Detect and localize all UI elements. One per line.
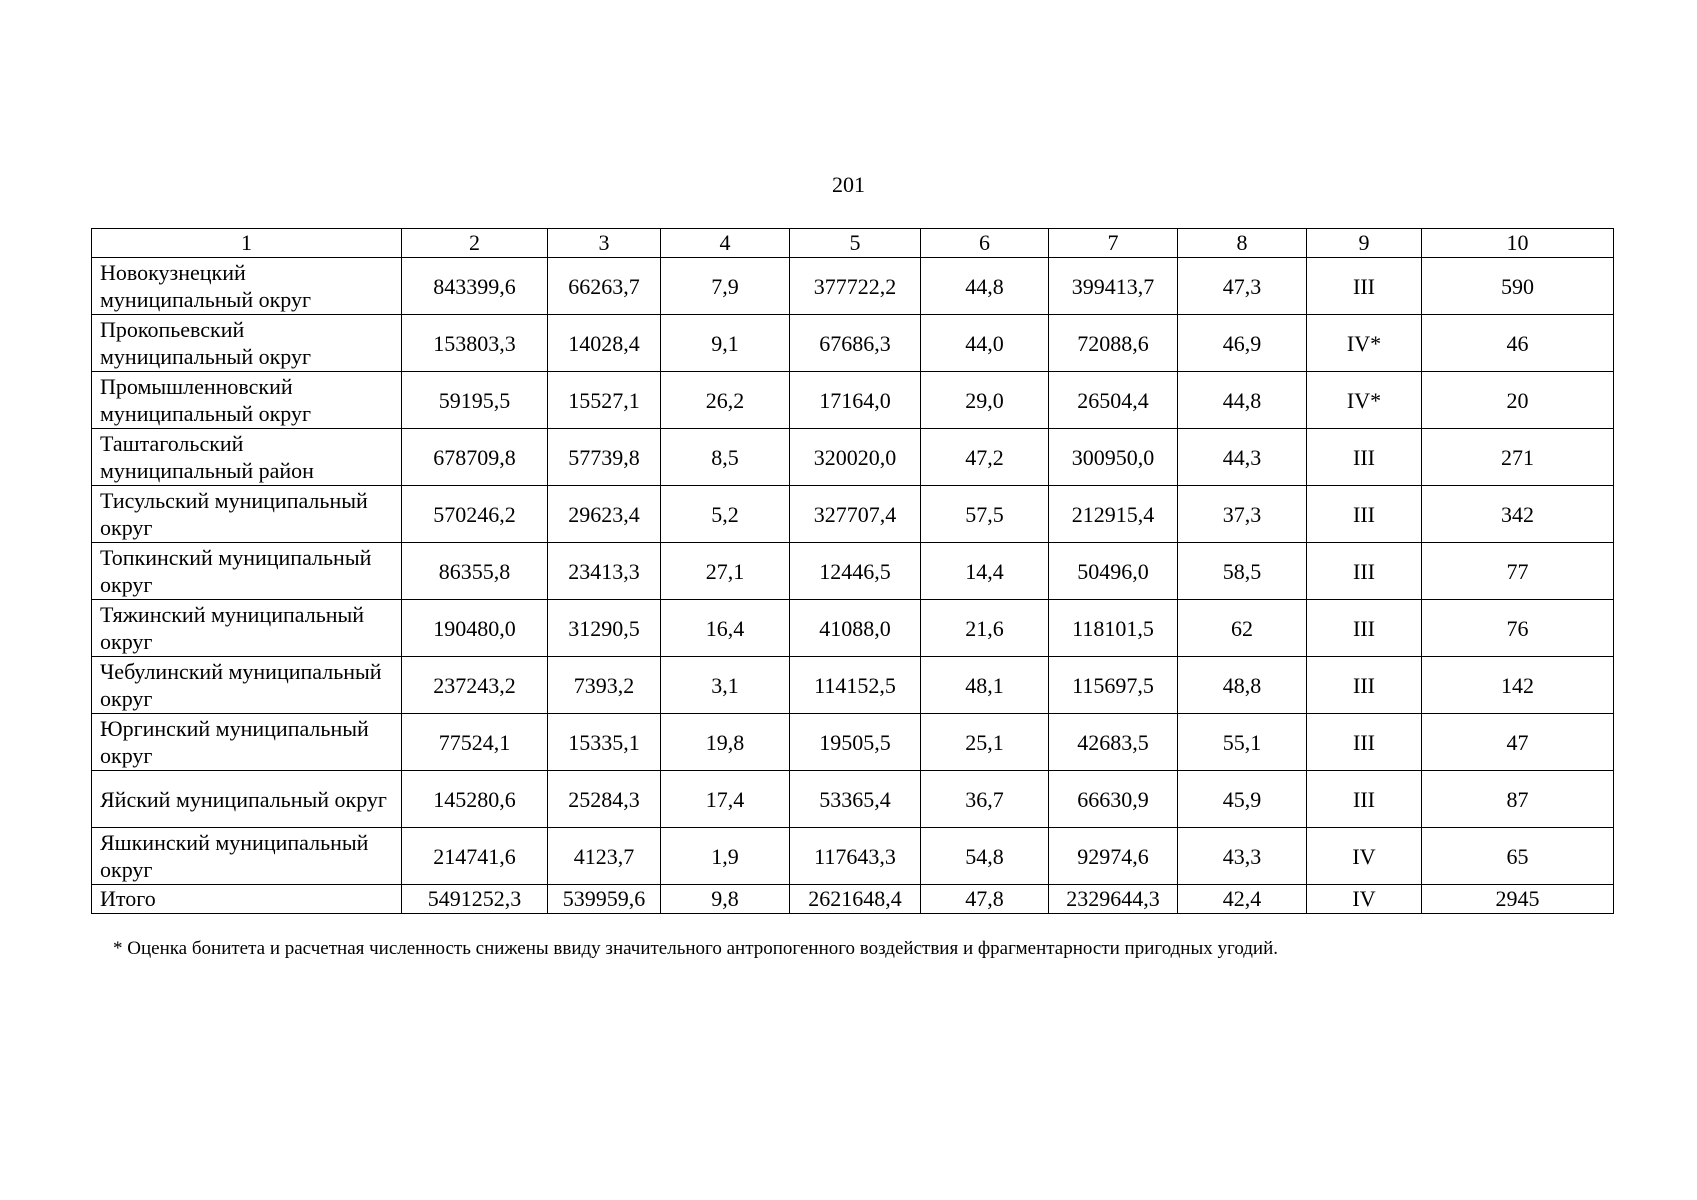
value-cell-col-9: IV* — [1307, 372, 1422, 429]
column-header-4: 4 — [661, 229, 790, 258]
district-name-cell: Чебулинский муниципальный округ — [92, 657, 402, 714]
district-name-cell: Яшкинский муниципальный округ — [92, 828, 402, 885]
value-cell-col-10: 271 — [1422, 429, 1614, 486]
value-cell-col-3: 29623,4 — [548, 486, 661, 543]
value-cell-col-6: 14,4 — [921, 543, 1049, 600]
column-header-5: 5 — [790, 229, 921, 258]
value-cell-col-7: 212915,4 — [1049, 486, 1178, 543]
value-cell-col-3: 15527,1 — [548, 372, 661, 429]
value-cell-col-4: 8,5 — [661, 429, 790, 486]
total-value-cell-col-7: 2329644,3 — [1049, 885, 1178, 914]
value-cell-col-10: 20 — [1422, 372, 1614, 429]
value-cell-col-3: 25284,3 — [548, 771, 661, 828]
value-cell-col-6: 54,8 — [921, 828, 1049, 885]
table-row — [92, 429, 1614, 486]
value-cell-col-7: 399413,7 — [1049, 258, 1178, 315]
value-cell-col-10: 47 — [1422, 714, 1614, 771]
table-row — [92, 258, 1614, 315]
value-cell-col-10: 65 — [1422, 828, 1614, 885]
district-name-cell: Прокопьевский муниципальный округ — [92, 315, 402, 372]
value-cell-col-5: 377722,2 — [790, 258, 921, 315]
column-header-3: 3 — [548, 229, 661, 258]
value-cell-col-3: 4123,7 — [548, 828, 661, 885]
value-cell-col-9: III — [1307, 543, 1422, 600]
value-cell-col-2: 237243,2 — [402, 657, 548, 714]
value-cell-col-7: 118101,5 — [1049, 600, 1178, 657]
value-cell-col-2: 86355,8 — [402, 543, 548, 600]
value-cell-col-2: 214741,6 — [402, 828, 548, 885]
value-cell-col-7: 300950,0 — [1049, 429, 1178, 486]
value-cell-col-5: 327707,4 — [790, 486, 921, 543]
value-cell-col-7: 115697,5 — [1049, 657, 1178, 714]
total-value-cell-col-3: 539959,6 — [548, 885, 661, 914]
value-cell-col-4: 19,8 — [661, 714, 790, 771]
table-row — [92, 543, 1614, 600]
value-cell-col-4: 17,4 — [661, 771, 790, 828]
value-cell-col-10: 76 — [1422, 600, 1614, 657]
value-cell-col-3: 15335,1 — [548, 714, 661, 771]
district-name-cell: Промышленновский муниципальный округ — [92, 372, 402, 429]
value-cell-col-6: 36,7 — [921, 771, 1049, 828]
table-row — [92, 714, 1614, 771]
value-cell-col-8: 47,3 — [1178, 258, 1307, 315]
value-cell-col-9: IV* — [1307, 315, 1422, 372]
district-name-cell: Тисульский муниципальный округ — [92, 486, 402, 543]
value-cell-col-5: 320020,0 — [790, 429, 921, 486]
district-name-cell: Таштагольский муниципальный район — [92, 429, 402, 486]
value-cell-col-6: 57,5 — [921, 486, 1049, 543]
value-cell-col-10: 142 — [1422, 657, 1614, 714]
value-cell-col-10: 77 — [1422, 543, 1614, 600]
value-cell-col-4: 16,4 — [661, 600, 790, 657]
value-cell-col-7: 66630,9 — [1049, 771, 1178, 828]
value-cell-col-3: 57739,8 — [548, 429, 661, 486]
column-header-8: 8 — [1178, 229, 1307, 258]
value-cell-col-9: III — [1307, 600, 1422, 657]
table-row — [92, 600, 1614, 657]
value-cell-col-2: 843399,6 — [402, 258, 548, 315]
value-cell-col-8: 58,5 — [1178, 543, 1307, 600]
value-cell-col-8: 43,3 — [1178, 828, 1307, 885]
value-cell-col-7: 50496,0 — [1049, 543, 1178, 600]
total-value-cell-col-8: 42,4 — [1178, 885, 1307, 914]
value-cell-col-9: III — [1307, 486, 1422, 543]
value-cell-col-10: 46 — [1422, 315, 1614, 372]
table-row — [92, 315, 1614, 372]
column-header-2: 2 — [402, 229, 548, 258]
table-body — [92, 229, 1614, 914]
value-cell-col-5: 67686,3 — [790, 315, 921, 372]
district-name-cell: Юргинский муниципальный округ — [92, 714, 402, 771]
value-cell-col-4: 7,9 — [661, 258, 790, 315]
value-cell-col-4: 26,2 — [661, 372, 790, 429]
value-cell-col-8: 44,3 — [1178, 429, 1307, 486]
value-cell-col-9: III — [1307, 657, 1422, 714]
total-row — [92, 885, 1614, 914]
value-cell-col-6: 29,0 — [921, 372, 1049, 429]
total-value-cell-col-9: IV — [1307, 885, 1422, 914]
value-cell-col-6: 48,1 — [921, 657, 1049, 714]
value-cell-col-5: 117643,3 — [790, 828, 921, 885]
value-cell-col-3: 23413,3 — [548, 543, 661, 600]
value-cell-col-6: 21,6 — [921, 600, 1049, 657]
value-cell-col-8: 62 — [1178, 600, 1307, 657]
data-table — [91, 228, 1614, 914]
value-cell-col-5: 114152,5 — [790, 657, 921, 714]
value-cell-col-3: 66263,7 — [548, 258, 661, 315]
value-cell-col-9: III — [1307, 429, 1422, 486]
value-cell-col-2: 153803,3 — [402, 315, 548, 372]
value-cell-col-4: 27,1 — [661, 543, 790, 600]
value-cell-col-6: 25,1 — [921, 714, 1049, 771]
value-cell-col-9: III — [1307, 258, 1422, 315]
value-cell-col-8: 46,9 — [1178, 315, 1307, 372]
footnote: * Оценка бонитета и расчетная численность снижены ввиду значительного антропогенного воздействия и фрагментарности пригодных угодий. — [113, 938, 1279, 959]
value-cell-col-8: 45,9 — [1178, 771, 1307, 828]
value-cell-col-2: 190480,0 — [402, 600, 548, 657]
total-label-cell: Итого — [92, 885, 402, 914]
column-header-9: 9 — [1307, 229, 1422, 258]
value-cell-col-8: 55,1 — [1178, 714, 1307, 771]
page-number: 201 — [832, 172, 865, 197]
value-cell-col-5: 53365,4 — [790, 771, 921, 828]
value-cell-col-7: 42683,5 — [1049, 714, 1178, 771]
value-cell-col-10: 590 — [1422, 258, 1614, 315]
value-cell-col-5: 12446,5 — [790, 543, 921, 600]
total-value-cell-col-5: 2621648,4 — [790, 885, 921, 914]
column-header-6: 6 — [921, 229, 1049, 258]
value-cell-col-9: III — [1307, 714, 1422, 771]
value-cell-col-7: 92974,6 — [1049, 828, 1178, 885]
value-cell-col-5: 19505,5 — [790, 714, 921, 771]
value-cell-col-8: 48,8 — [1178, 657, 1307, 714]
column-header-1: 1 — [92, 229, 402, 258]
table-row — [92, 657, 1614, 714]
value-cell-col-9: IV — [1307, 828, 1422, 885]
table-row — [92, 771, 1614, 828]
value-cell-col-2: 77524,1 — [402, 714, 548, 771]
district-name-cell: Топкинский муниципальный округ — [92, 543, 402, 600]
total-value-cell-col-2: 5491252,3 — [402, 885, 548, 914]
value-cell-col-8: 44,8 — [1178, 372, 1307, 429]
value-cell-col-7: 26504,4 — [1049, 372, 1178, 429]
value-cell-col-6: 47,2 — [921, 429, 1049, 486]
value-cell-col-5: 17164,0 — [790, 372, 921, 429]
value-cell-col-6: 44,0 — [921, 315, 1049, 372]
value-cell-col-4: 1,9 — [661, 828, 790, 885]
value-cell-col-2: 678709,8 — [402, 429, 548, 486]
total-value-cell-col-6: 47,8 — [921, 885, 1049, 914]
table-row — [92, 828, 1614, 885]
value-cell-col-5: 41088,0 — [790, 600, 921, 657]
table-header-row — [92, 229, 1614, 258]
value-cell-col-4: 9,1 — [661, 315, 790, 372]
value-cell-col-3: 31290,5 — [548, 600, 661, 657]
total-value-cell-col-10: 2945 — [1422, 885, 1614, 914]
value-cell-col-10: 87 — [1422, 771, 1614, 828]
value-cell-col-4: 3,1 — [661, 657, 790, 714]
value-cell-col-3: 14028,4 — [548, 315, 661, 372]
table-row — [92, 372, 1614, 429]
value-cell-col-7: 72088,6 — [1049, 315, 1178, 372]
value-cell-col-3: 7393,2 — [548, 657, 661, 714]
value-cell-col-2: 59195,5 — [402, 372, 548, 429]
total-value-cell-col-4: 9,8 — [661, 885, 790, 914]
table-row — [92, 486, 1614, 543]
column-header-10: 10 — [1422, 229, 1614, 258]
district-name-cell: Тяжинский муниципальный округ — [92, 600, 402, 657]
district-name-cell: Новокузнецкий муниципальный округ — [92, 258, 402, 315]
value-cell-col-8: 37,3 — [1178, 486, 1307, 543]
value-cell-col-9: III — [1307, 771, 1422, 828]
column-header-7: 7 — [1049, 229, 1178, 258]
district-name-cell: Яйский муниципальный округ — [92, 771, 402, 828]
value-cell-col-10: 342 — [1422, 486, 1614, 543]
value-cell-col-4: 5,2 — [661, 486, 790, 543]
value-cell-col-2: 570246,2 — [402, 486, 548, 543]
value-cell-col-2: 145280,6 — [402, 771, 548, 828]
value-cell-col-6: 44,8 — [921, 258, 1049, 315]
